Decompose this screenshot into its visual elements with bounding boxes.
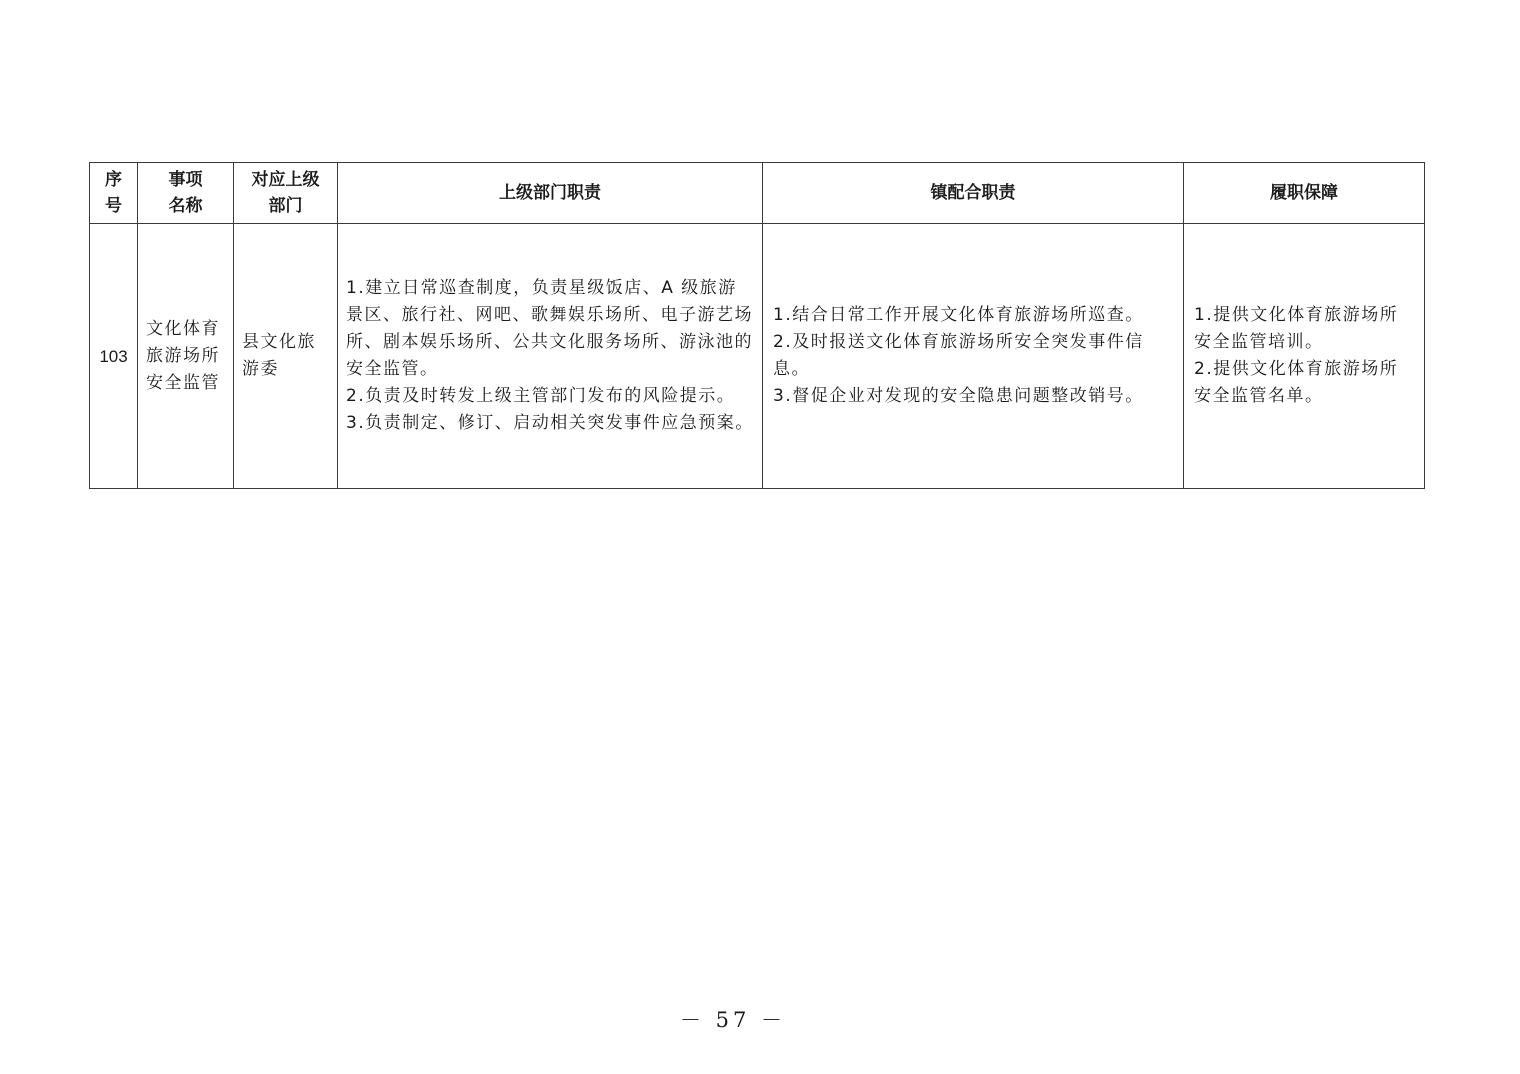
guarantee-item: 1.提供文化体育旅游场所安全监管培训。: [1194, 305, 1399, 352]
header-item-line: 事项: [168, 170, 203, 190]
header-seq-line: 序: [105, 170, 122, 190]
cell-upper-dept: 县文化旅游委: [234, 224, 338, 489]
header-town-duties: 镇配合职责: [763, 163, 1184, 224]
cell-guarantee: [1184, 224, 1425, 489]
table-row: [90, 224, 1425, 489]
header-upper-dept: [234, 163, 338, 224]
guarantee-item: 2.提供文化体育旅游场所安全监管名单。: [1194, 359, 1399, 406]
upper-duty-item: 2.负责及时转发上级主管部门发布的风险提示。: [346, 386, 736, 406]
cell-seq: 103: [90, 224, 138, 489]
header-dept-line: 部门: [268, 196, 303, 216]
upper-duty-item: 1.建立日常巡查制度，负责星级饭店、A 级旅游景区、旅行社、网吧、歌舞娱乐场所、电子游艺场所、剧本娱乐场所、公共文化服务场所、游泳池的安全监管。: [346, 278, 753, 379]
header-item-name: [138, 163, 234, 224]
header-upper-duties: 上级部门职责: [338, 163, 763, 224]
town-duty-item: 1.结合日常工作开展文化体育旅游场所巡查。: [773, 305, 1144, 325]
cell-town-duties: [763, 224, 1184, 489]
header-item-line: 名称: [168, 196, 203, 216]
header-seq: [90, 163, 138, 224]
duty-table: [89, 162, 1425, 489]
cell-upper-duties: [338, 224, 763, 489]
table-header-row: [90, 163, 1425, 224]
header-dept-line: 对应上级: [251, 170, 320, 190]
town-duty-item: 2.及时报送文化体育旅游场所安全突发事件信息。: [773, 332, 1144, 379]
town-duty-item: 3.督促企业对发现的安全隐患问题整改销号。: [773, 386, 1144, 406]
cell-item-name: 文化体育旅游场所安全监管: [138, 224, 234, 489]
header-seq-line: 号: [105, 196, 122, 216]
page-number: － 57 －: [679, 1008, 787, 1032]
upper-duty-item: 3.负责制定、修订、启动相关突发事件应急预案。: [346, 413, 754, 433]
header-guarantee: 履职保障: [1184, 163, 1425, 224]
